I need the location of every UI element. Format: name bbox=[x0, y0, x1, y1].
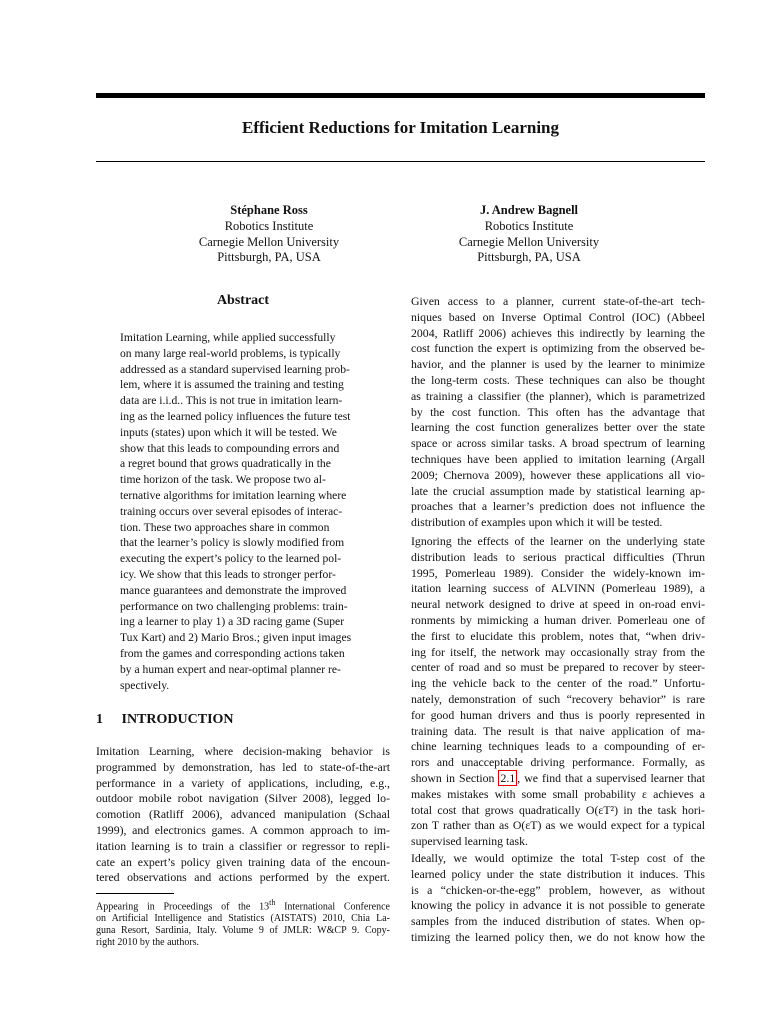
text-line: on many large real-world problems, is typically bbox=[120, 346, 341, 360]
text-line: as training a classifier (the planner), which is parametrized bbox=[411, 388, 705, 403]
ref-line: shown in Section 2.1 , we find that a supervised learner that bbox=[411, 770, 705, 785]
footnote-line: on Artificial Intelligence and Statistics (AISTATS) 2010, Chia La- bbox=[96, 913, 390, 925]
author-dept: Robotics Institute bbox=[224, 218, 314, 233]
text-line: distribution leads to serious practical difficulties (Thrun bbox=[411, 549, 705, 564]
text-line: learning the cost function generalizes better over the state bbox=[411, 420, 705, 435]
text-line: 1995, Pomerleau 1989). Consider the widely-known im- bbox=[411, 565, 705, 580]
author-name: Stéphane Ross bbox=[230, 203, 308, 217]
abstract-body bbox=[120, 330, 366, 693]
text-line: ternative algorithms for imitation learning where bbox=[120, 488, 347, 502]
text-line: outdoor mobile robot navigation (Silver 2008), legged lo- bbox=[96, 791, 390, 806]
footnote-line: right 2010 by the authors. bbox=[96, 937, 200, 949]
text-line: proaches that a learner’s prediction does not influence the bbox=[411, 499, 705, 514]
text-line: performance on two challenging problems: train- bbox=[120, 599, 348, 613]
text-line: timizing the learned policy then, we do not know how the bbox=[411, 929, 705, 944]
text-line: learned policy under the state distribution it induces. This bbox=[411, 866, 705, 881]
text-line: show that this leads to compounding errors and bbox=[120, 441, 340, 455]
text-line: 2004, Ratliff 2006) achieves this indirectly by learning the bbox=[411, 325, 705, 340]
text-line: Ignoring the effects of the learner on the underlying state bbox=[411, 534, 705, 548]
abstract-heading: Abstract bbox=[216, 293, 270, 308]
author-block-2 bbox=[409, 203, 649, 266]
text-line: itation learning is to train a classifier or regressor to repli- bbox=[96, 838, 390, 853]
text-line: zon T rather than as O(εT) as we would expect for a typical bbox=[411, 818, 705, 833]
text-line: techniques have been applied to imitation learning (Argall bbox=[411, 451, 705, 466]
body-paragraph-2 bbox=[411, 534, 705, 850]
text-line: cost function the expert is optimizing from the observed be- bbox=[411, 341, 705, 356]
text-line: that the learner’s policy is slowly modified from bbox=[120, 536, 345, 550]
text-line: distribution of examples upon which it will be tested. bbox=[411, 515, 663, 530]
author-loc: Pittsburgh, PA, USA bbox=[217, 250, 321, 265]
text-line: training occurs over several episodes of interac- bbox=[120, 504, 343, 518]
text-line: is a “chicken-or-the-egg” problem, however, as without bbox=[411, 882, 705, 897]
footnote-line: Appearing in Proceedings of the 13th International Conference bbox=[96, 898, 390, 913]
text-line: space or across similar tasks. A broad spectrum of learning bbox=[411, 436, 705, 451]
text-line: by the cost function. This often has the advantage that bbox=[411, 404, 705, 419]
text-line: makes mistakes with some small probability ε achieves a bbox=[411, 786, 705, 801]
title-bottom-rule bbox=[96, 161, 705, 162]
text-line: lem, where it is assumed the training and testing bbox=[120, 378, 344, 392]
text-line: 1999), and electronics games. A common approach to im- bbox=[96, 822, 390, 837]
text-line: ing for itself, the network may occasionally stray from the bbox=[411, 644, 705, 659]
footnote-rule bbox=[96, 893, 174, 894]
text-line: havior, and the planner is used by the learner to minimize bbox=[411, 357, 705, 372]
body-paragraph-1 bbox=[411, 294, 705, 531]
text-line: the long-term costs. These techniques can also be thought bbox=[411, 372, 705, 387]
text-line: Given access to a planner, current state-of-the-art tech- bbox=[411, 294, 705, 308]
text-line: programmed by demonstration, has led to state-of-the-art bbox=[96, 759, 390, 774]
text-line: late the crucial assumption made by statistical learning ap- bbox=[411, 483, 705, 498]
text-line: knowing the policy in advance it is not possible to generate bbox=[411, 898, 705, 913]
title-top-rule bbox=[96, 93, 705, 98]
author-block-1 bbox=[149, 203, 389, 266]
text-line: data are i.i.d.. This is not true in imitation learn- bbox=[120, 394, 343, 408]
text-line: total cost that grows quadratically O(εT²) in the task hori- bbox=[411, 802, 705, 817]
text-line: icy. We show that this leads to stronger perfor- bbox=[120, 567, 336, 581]
text-line: rors and unacceptable driving performance. Formally, as bbox=[411, 755, 705, 770]
text-line: from the games and corresponding actions taken bbox=[120, 646, 345, 660]
text-line: Tux Kart) and 2) Mario Bros.; given input images bbox=[120, 631, 352, 645]
text-line: niques based on Inverse Optimal Control (IOC) (Abbeel bbox=[411, 309, 705, 324]
text-line: chine learning techniques leads to a compounding of er- bbox=[411, 739, 705, 754]
text-line: ing a learner to play 1) a 3D racing game (Super bbox=[120, 615, 345, 629]
section-number: 1 bbox=[96, 712, 103, 727]
author-loc: Pittsburgh, PA, USA bbox=[477, 250, 581, 265]
text-line: inputs (states) upon which it will be tested. We bbox=[120, 425, 337, 439]
text-line: 2009; Chernova 2009), however these applications all vio- bbox=[411, 467, 705, 482]
text-line: Imitation Learning, where decision-making behavior is bbox=[96, 744, 390, 758]
text-line: tion. These two approaches share in common bbox=[120, 520, 330, 534]
author-dept: Robotics Institute bbox=[484, 218, 574, 233]
author-name: J. Andrew Bagnell bbox=[479, 203, 579, 217]
text-line: nately, demonstration of such “recovery behavior” is rare bbox=[411, 691, 705, 706]
text-line: a regret bound that grows quadratically in the bbox=[120, 457, 331, 471]
text-line: supervised learning task. bbox=[411, 834, 528, 849]
text-line: performance in a variety of applications, including, e.g., bbox=[96, 775, 390, 790]
text-line: time horizon of the task. We propose two al- bbox=[120, 473, 326, 487]
intro-body bbox=[96, 744, 390, 886]
text-line: Ideally, we would optimize the total T-step cost of the bbox=[411, 851, 705, 865]
footnote bbox=[96, 897, 390, 949]
text-line: by a human expert and near-optimal planner re- bbox=[120, 662, 341, 676]
text-line: ronments by mimicking a human driver. Pomerleau one of bbox=[411, 612, 705, 627]
author-univ: Carnegie Mellon University bbox=[458, 234, 600, 249]
text-line: for good human drivers and thus is poorly represented in bbox=[411, 707, 705, 722]
text-line: Imitation Learning, while applied successfully bbox=[120, 331, 336, 344]
text-line: comotion (Ratliff 2006), advanced manipulation (Schaal bbox=[96, 807, 390, 822]
text-line: executing the expert’s policy to the learned pol- bbox=[120, 552, 342, 566]
text-line: cate an expert’s policy given training data of the encoun- bbox=[96, 854, 390, 869]
body-paragraph-3 bbox=[411, 851, 705, 946]
text-line: samples from the induced distribution of states. When op- bbox=[411, 914, 705, 929]
text-line: addressed as a standard supervised learning prob- bbox=[120, 362, 350, 376]
text-line: itation learning success of ALVINN (Pomerleau 1989), a bbox=[411, 581, 705, 596]
text-line: mance guarantees and demonstrate the improved bbox=[120, 583, 347, 597]
text-line: neural network designed to drive at speed in on-road envi- bbox=[411, 597, 705, 612]
section-ref-link[interactable]: 2.1 bbox=[500, 770, 516, 785]
text-line: ing the vehicle back to the center of the road.” Unfortu- bbox=[411, 676, 705, 691]
section-title: INTRODUCTION bbox=[121, 712, 234, 727]
text-line: training data. The result is that naive application of ma- bbox=[411, 723, 705, 738]
section-heading bbox=[96, 710, 234, 730]
text-line: tered observations and actions performed by the expert. bbox=[96, 870, 390, 885]
paper-title: Efficient Reductions for Imitation Learning bbox=[241, 118, 559, 137]
text-line: the first to elucidate this problem, notes that, “when driv- bbox=[411, 628, 705, 643]
text-line: spectively. bbox=[120, 678, 170, 692]
footnote-line: guna Resort, Sardinia, Italy. Volume 9 of JMLR: W&CP 9. Copy- bbox=[96, 925, 390, 937]
text-line: center of road and so must be prepared to recover by steer- bbox=[411, 660, 705, 675]
text-line: ing as the learned policy influences the future test bbox=[120, 409, 351, 423]
author-univ: Carnegie Mellon University bbox=[198, 234, 340, 249]
